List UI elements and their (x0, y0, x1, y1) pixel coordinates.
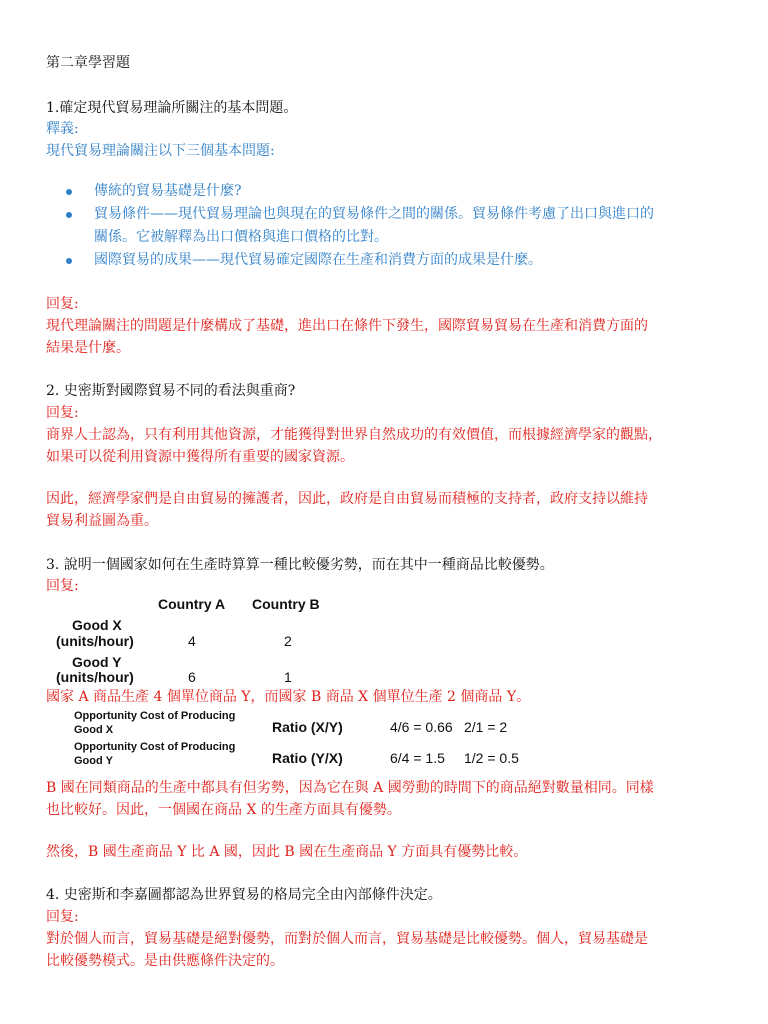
production-table (46, 594, 336, 686)
q1-reply-line1: 現代理論關注的問題是什麼構成了基礎，進出口在條件下發生，國際貿易貿易在生產和消費方面的 (46, 318, 648, 334)
col-header-country-b: Country B (252, 596, 320, 612)
row2-country-a-value: 6/4 = 1.5 (390, 750, 445, 766)
q1-bullet-2-line1: 貿易條件——現代貿易理論也與現在的貿易條件之間的關係。貿易條件考慮了出口與進口的 (94, 206, 654, 222)
q2-paragraph1-line2: 如果可以從利用資源中獲得所有重要的國家資源。 (46, 449, 354, 465)
row1-country-a-value: 4/6 = 0.66 (390, 719, 453, 735)
bullet-icon (66, 189, 72, 195)
row1-ratio-label: Ratio (X/Y) (272, 719, 343, 735)
bullet-icon (66, 258, 72, 264)
q1-bullet-1-text: 傳統的貿易基礎是什麼? (94, 183, 242, 199)
q1-bullet-list (46, 180, 736, 272)
row-header-good-x: Good X (72, 617, 122, 633)
q1-explanation-intro: 現代貿易理論關注以下三個基本問題: (46, 143, 275, 159)
list-item (46, 203, 736, 249)
q2-question: 2. 史密斯對國際貿易不同的看法與重商? (46, 383, 296, 399)
q1-explanation-label: 釋義: (46, 121, 79, 137)
row-header-good-x-unit: (units/hour) (56, 633, 134, 649)
row2-label-line2: Good Y (74, 755, 113, 767)
row-header-good-y: Good Y (72, 654, 122, 670)
q4-paragraph1-line2: 比較優勢模式。是由供應條件決定的。 (46, 953, 284, 969)
cell-good-x-country-b: 2 (284, 633, 292, 649)
q2-paragraph1-line1: 商界人士認為，只有利用其他資源，才能獲得對世界自然成功的有效價值，而根據經濟學家的觀點， (46, 427, 662, 443)
cell-good-y-country-a: 6 (188, 669, 196, 685)
q2-paragraph2-line1: 因此，經濟學家們是自由貿易的擁護者，因此，政府是自由貿易而積極的支持者，政府支持以維持 (46, 491, 648, 507)
q3-reply-label: 回复: (46, 578, 79, 594)
q3-paragraph1-line2: 也比較好。因此，一個國在商品 X 的生產方面具有優勢。 (46, 802, 401, 818)
cell-good-x-country-a: 4 (188, 633, 196, 649)
bullet-icon (66, 212, 72, 218)
list-item (46, 249, 736, 272)
opportunity-cost-table (60, 708, 530, 770)
q4-question: 4. 史密斯和李嘉圖都認為世界貿易的格局完全由內部條件決定。 (46, 887, 442, 903)
q1-reply-label: 回复: (46, 296, 79, 312)
row1-label-line1: Opportunity Cost of Producing (74, 710, 236, 722)
row2-ratio-label: Ratio (Y/X) (272, 750, 343, 766)
row1-label-line2: Good X (74, 724, 114, 736)
q1-reply-line2: 結果是什麼。 (46, 340, 130, 356)
row-header-good-y-unit: (units/hour) (56, 669, 134, 685)
cell-good-y-country-b: 1 (284, 669, 292, 685)
row1-country-b-value: 2/1 = 2 (464, 719, 508, 735)
q4-paragraph1-line1: 對於個人而言，貿易基礎是絕對優勢，而對於個人而言，貿易基礎是比較優勢。個人，貿易基礎是 (46, 931, 648, 947)
q1-question: 1.確定現代貿易理論所關注的基本問題。 (46, 100, 298, 116)
q3-paragraph1-line1: B 國在同類商品的生產中都具有但劣勢，因為它在與 A 國勞動的時間下的商品絕對數量相同。同樣 (46, 780, 654, 796)
q3-paragraph2: 然後，B 國生產商品 Y 比 A 國，因此 B 國在生產商品 Y 方面具有優勢比較。 (46, 844, 528, 860)
q2-reply-label: 回复: (46, 405, 79, 421)
q3-question: 3. 說明一個國家如何在生產時算算一種比較優劣勢，而在其中一種商品比較優勢。 (46, 557, 554, 573)
row2-label-line1: Opportunity Cost of Producing (74, 741, 236, 753)
row2-country-b-value: 1/2 = 0.5 (464, 750, 519, 766)
q2-paragraph2-line2: 貿易利益圖為重。 (46, 513, 158, 529)
list-item (46, 180, 736, 203)
q1-bullet-2-line2: 關係。它被解釋為出口價格與進口價格的比對。 (94, 229, 388, 245)
q4-reply-label: 回复: (46, 909, 79, 925)
q3-note1: 國家 A 商品生產 4 個單位商品 Y，而國家 B 商品 X 個單位生產 2 個商品 Y。 (46, 689, 531, 705)
q1-bullet-3-text: 國際貿易的成果——現代貿易確定國際在生產和消費方面的成果是什麼。 (94, 252, 542, 268)
page-title: 第二章學習題 (46, 55, 130, 71)
col-header-country-a: Country A (158, 596, 226, 612)
